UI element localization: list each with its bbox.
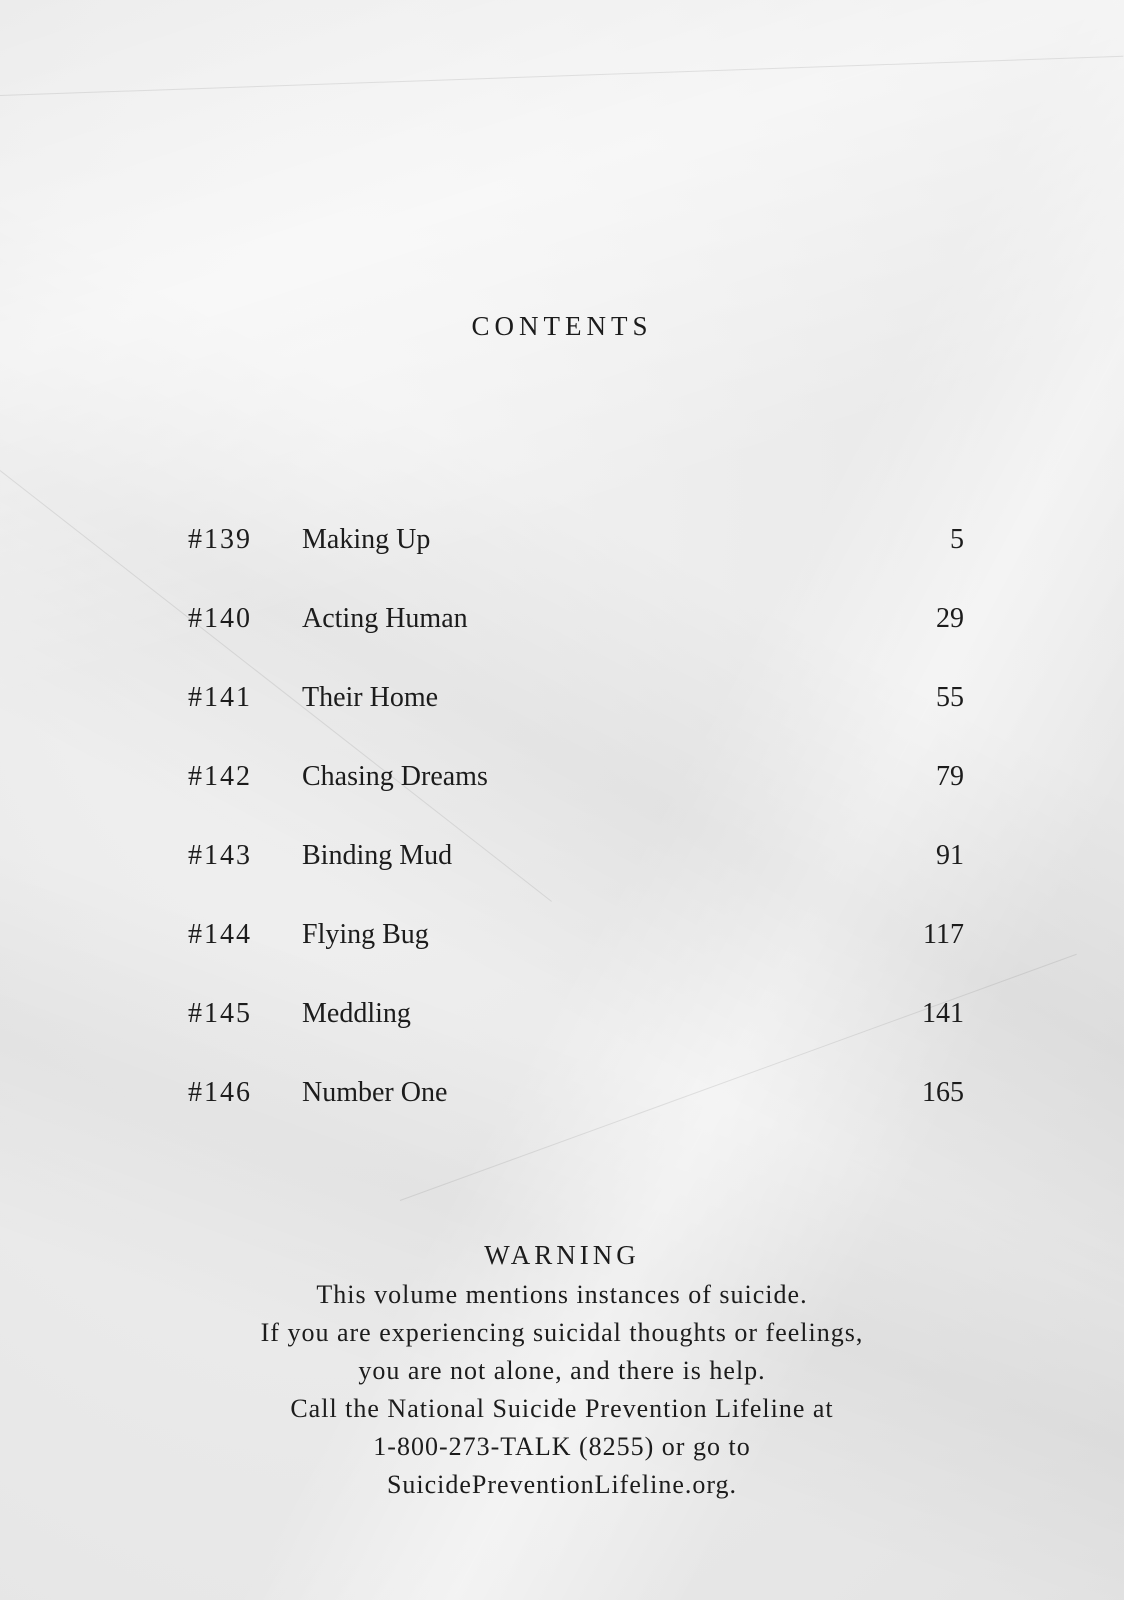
chapter-title: Binding Mud	[302, 840, 453, 871]
table-of-contents	[188, 520, 964, 1152]
chapter-number: #145	[188, 998, 252, 1029]
page-number: 91	[936, 840, 964, 871]
toc-entry[interactable]	[188, 678, 964, 757]
toc-entry[interactable]	[188, 836, 964, 915]
chapter-number: #146	[188, 1077, 252, 1108]
page-number: 165	[922, 1077, 964, 1108]
page-number: 117	[923, 919, 964, 950]
chapter-number: #144	[188, 919, 252, 950]
warning-line: Call the National Suicide Prevention Lifeline at	[290, 1394, 834, 1423]
warning-line: 1-800-273-TALK (8255) or go to	[373, 1432, 751, 1461]
chapter-number: #140	[188, 603, 252, 634]
warning-line: you are not alone, and there is help.	[358, 1356, 766, 1385]
chapter-number: #143	[188, 840, 252, 871]
chapter-title: Acting Human	[302, 603, 468, 634]
page-number: 79	[936, 761, 964, 792]
chapter-number: #139	[188, 524, 252, 555]
warning-notice	[0, 1238, 1124, 1504]
toc-entry[interactable]	[188, 599, 964, 678]
page-title: CONTENTS	[471, 311, 653, 341]
paper-crease	[0, 56, 1123, 96]
warning-line: If you are experiencing suicidal thoughts or feelings,	[260, 1318, 864, 1347]
page-number: 5	[950, 524, 964, 555]
toc-entry[interactable]	[188, 520, 964, 599]
chapter-title: Meddling	[302, 998, 411, 1029]
page-number: 55	[936, 682, 964, 713]
chapter-title: Making Up	[302, 524, 431, 555]
chapter-title: Chasing Dreams	[302, 761, 488, 792]
chapter-number: #142	[188, 761, 252, 792]
page-number: 141	[922, 998, 964, 1029]
chapter-number: #141	[188, 682, 252, 713]
toc-entry[interactable]	[188, 1073, 964, 1152]
toc-entry[interactable]	[188, 994, 964, 1073]
chapter-title: Flying Bug	[302, 919, 429, 950]
page-number: 29	[936, 603, 964, 634]
lifeline-website: SuicidePreventionLifeline.org.	[386, 1470, 738, 1499]
warning-heading: WARNING	[484, 1240, 640, 1270]
toc-entry[interactable]	[188, 757, 964, 836]
chapter-title: Number One	[302, 1077, 448, 1108]
warning-line: This volume mentions instances of suicide.	[316, 1280, 808, 1309]
toc-entry[interactable]	[188, 915, 964, 994]
chapter-title: Their Home	[302, 682, 439, 713]
